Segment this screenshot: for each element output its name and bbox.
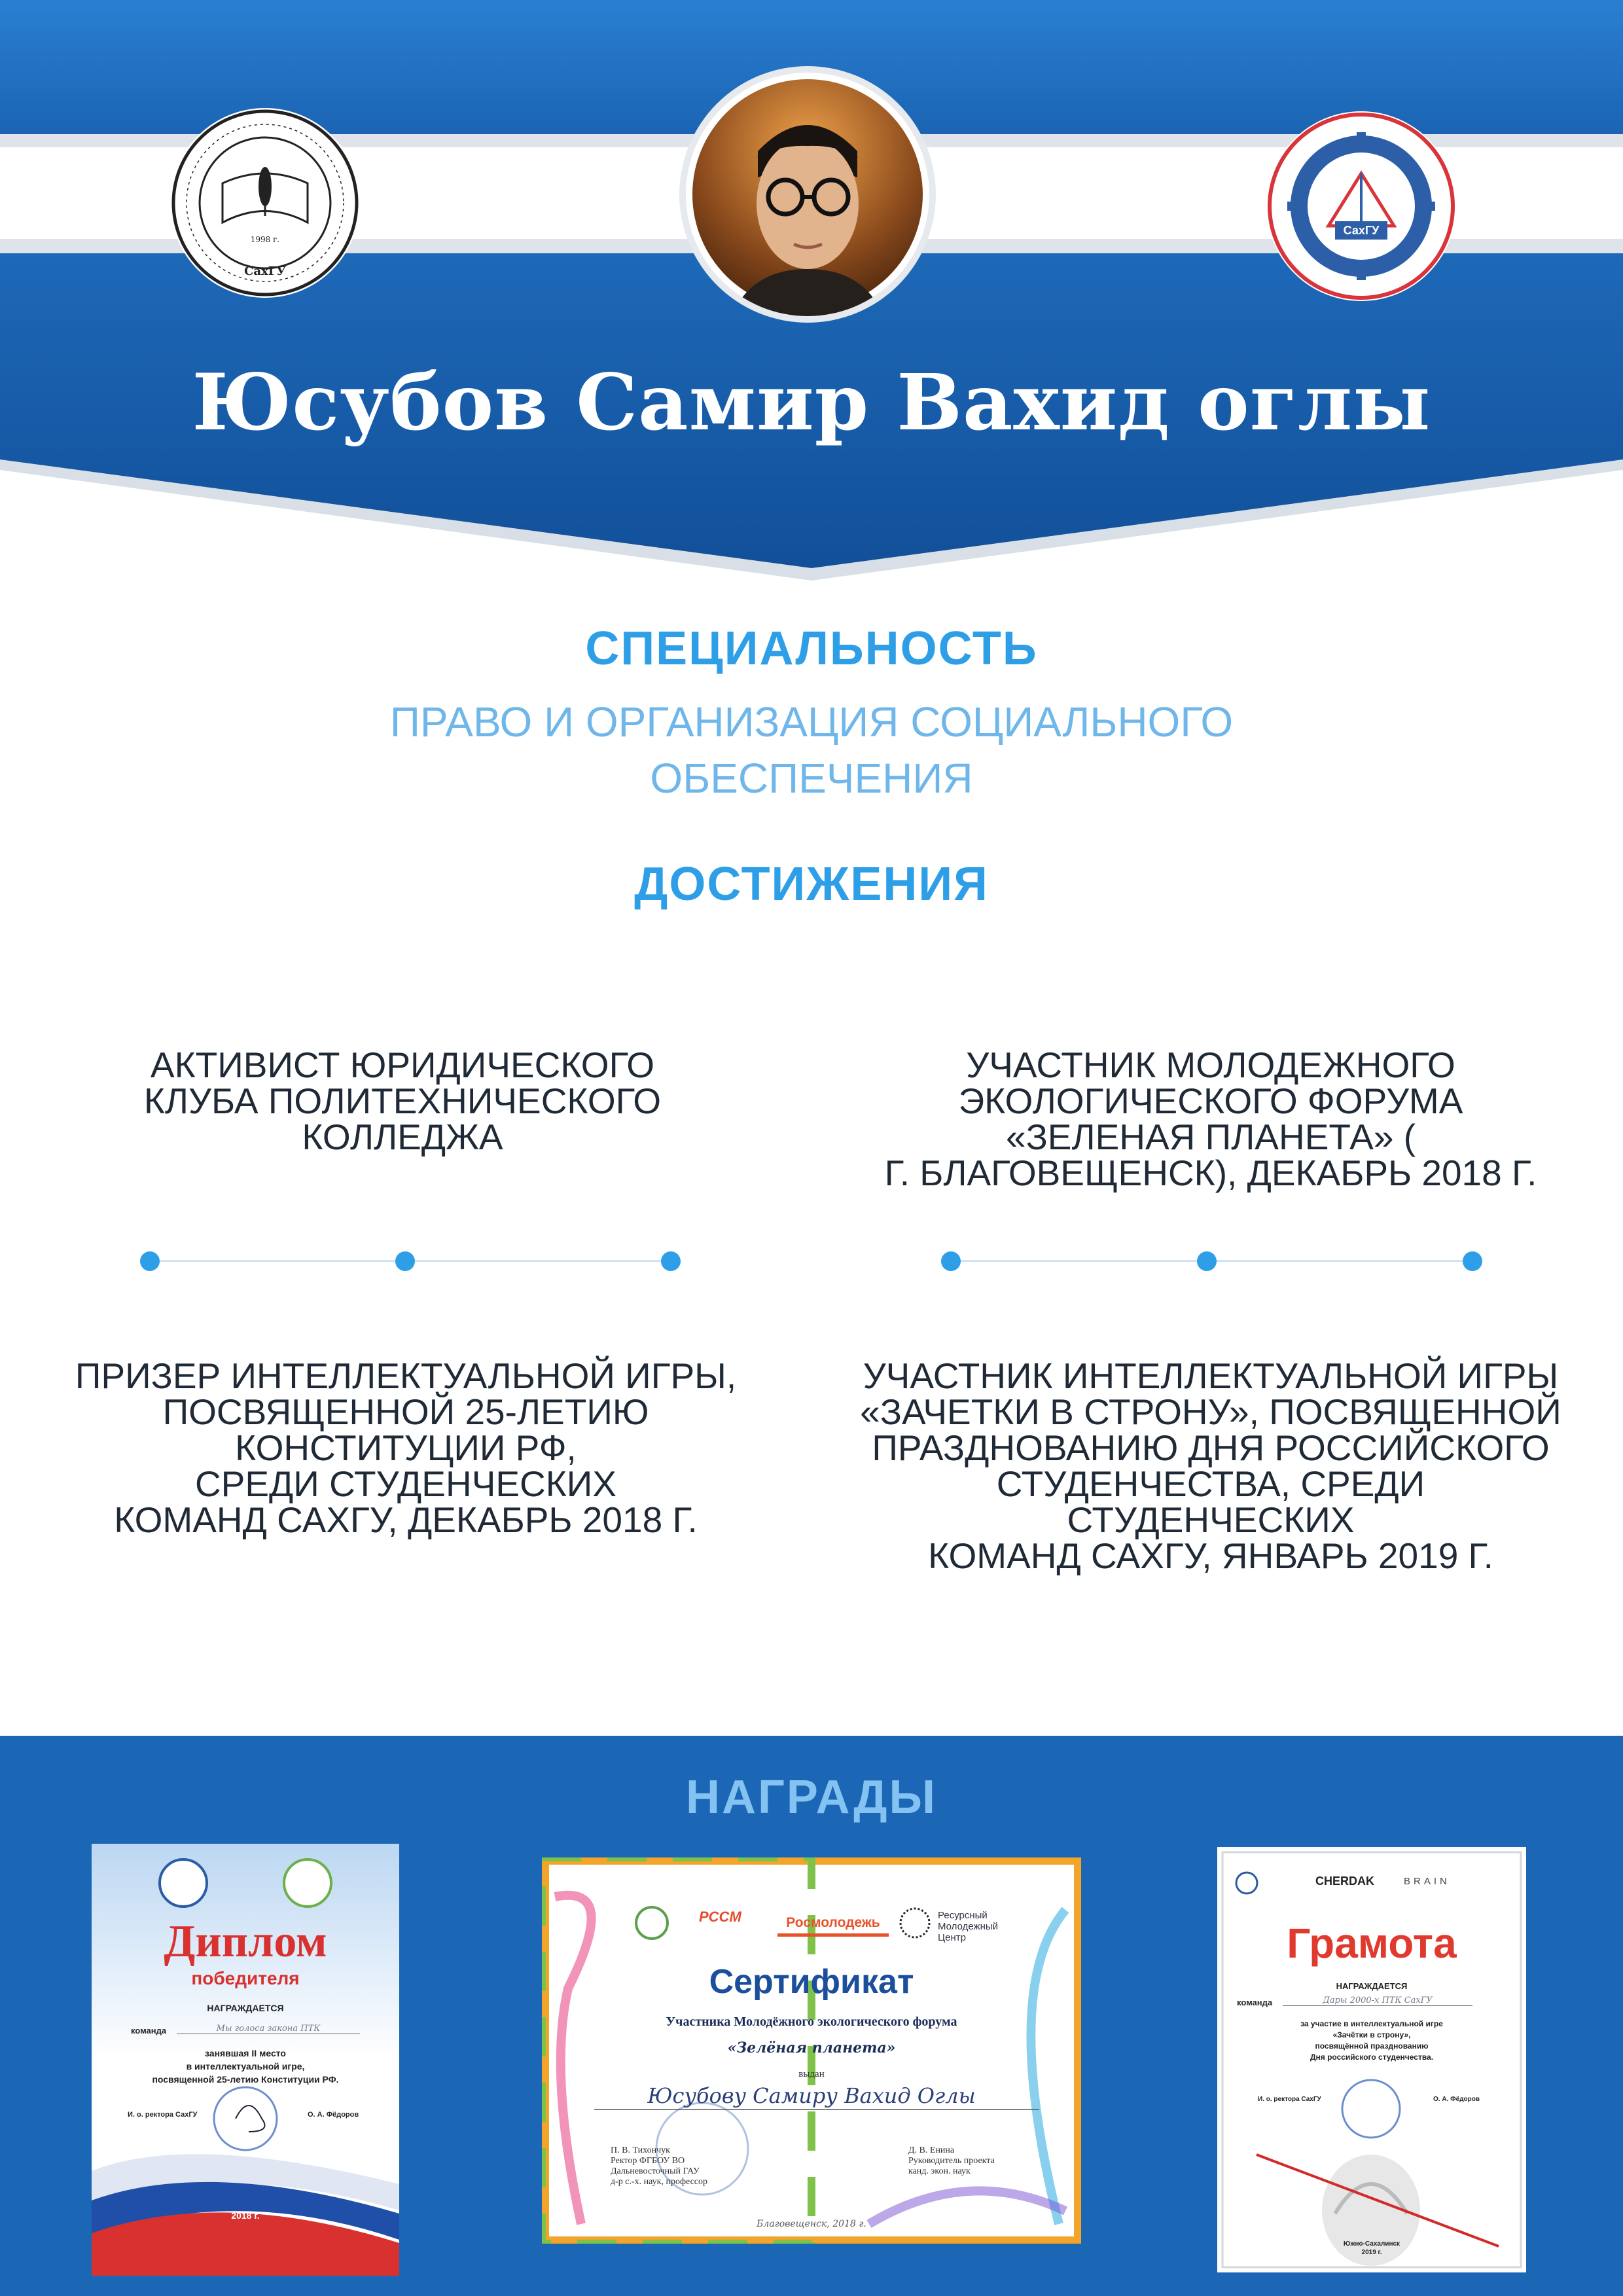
diploma-line: занявшая II место [205,2048,286,2058]
achievements-heading: ДОСТИЖЕНИЯ [634,858,989,910]
gramota-document [1217,1847,1526,2272]
timeline-dot [1463,1251,1482,1271]
achievement-item [883,1047,1538,1191]
certificate-line1: Участника Молодёжного экологического форума [666,2015,957,2029]
achievement-line: КОЛЛЕДЖА [302,1117,503,1157]
certificate-signer-line: д-р с.-х. наук, профессор [611,2177,708,2187]
diploma-sign-left: И. о. ректора СахГУ [128,2111,198,2119]
achievement-line: АКТИВИСТ ЮРИДИЧЕСКОГО [150,1045,655,1085]
certificate-logo-line: Ресурсный [938,1910,988,1921]
diploma-team-value: Мы голоса закона ПТК [177,2024,360,2034]
certificate-city: Благовещенск, 2018 г. [757,2219,866,2229]
certificate-signer-line: Ректор ФГБОУ ВО [611,2156,685,2166]
gramota-sign-left: И. о. ректора СахГУ [1258,2096,1321,2103]
diploma-team-label: команда [131,2026,167,2036]
achievement-item [92,1047,713,1155]
diploma-line: в интеллектуальной игре, [186,2061,305,2072]
certificate-signer-2 [908,2145,995,2177]
achievement-line: КОНСТИТУЦИИ РФ, [235,1427,577,1468]
achievement-line: ПРИЗЕР ИНТЕЛЛЕКТУАЛЬНОЙ ИГРЫ, [75,1355,737,1396]
diploma-sign-right: О. А. Фёдоров [308,2111,359,2119]
achievement-line: «ЗАЧЕТКИ В СТРОНУ», ПОСВЯЩЕННОЙ [860,1391,1561,1432]
achievement-line: КОМАНД САХГУ, ЯНВАРЬ 2019 Г. [928,1535,1493,1576]
achievement-line: ЭКОЛОГИЧЕСКОГО ФОРУМА [958,1081,1463,1121]
certificate-logo-line: Молодежный [938,1921,999,1932]
timeline-dot [395,1251,415,1271]
achievement-item [851,1355,1571,1576]
certificate-document [542,1857,1081,2244]
gramota-brand-cherdak: CHERDAK [1315,1874,1374,1888]
student-photo [686,73,929,316]
timeline-dot [1197,1251,1217,1271]
gramota-line: за участие в интеллектуальной игре [1300,2019,1443,2028]
achievement-line: ПОСВЯЩЕННОЙ 25-ЛЕТИЮ [162,1391,649,1432]
diploma-body [92,2047,399,2086]
certificate-line2: «Зелёная планета» [727,2039,896,2056]
achievement-line: СРЕДИ СТУДЕНЧЕСКИХ [194,1463,617,1504]
diploma-title: Диплом [164,1916,327,1967]
achievement-line: ПРАЗДНОВАНИЮ ДНЯ РОССИЙСКОГО [872,1427,1550,1468]
student-name: Юсубов Самир Вахид оглы [192,357,1431,448]
diploma-line: посвященной 25-летию Конституции РФ. [152,2074,339,2085]
svg-text:1998 г.: 1998 г. [250,235,280,244]
gramota-awarded: НАГРАЖДАЕТСЯ [1336,1981,1408,1991]
achievement-line: УЧАСТНИК ИНТЕЛЛЕКТУАЛЬНОЙ ИГРЫ [863,1355,1559,1396]
certificate-recipient: Юсубову Самиру Вахид Оглы [647,2083,976,2108]
certificate-signer-line: Д. В. Енина [908,2145,955,2155]
gramota-line: «Зачётки в строну», [1332,2030,1411,2039]
timeline-dot [140,1251,160,1271]
achievement-line: СТУДЕНЧЕСТВА, СРЕДИ СТУДЕНЧЕСКИХ [996,1463,1425,1540]
certificate-signer-line: П. В. Тихончук [611,2145,670,2155]
gramota-team-label: команда [1237,1998,1273,2007]
certificate-signer-line: канд. экон. наук [908,2166,971,2176]
university-logo [170,108,360,298]
achievement-line: УЧАСТНИК МОЛОДЕЖНОГО [966,1045,1455,1085]
certificate-issued: выдан [798,2069,825,2079]
certificate-signer-line: Дальневосточный ГАУ [611,2166,700,2176]
diploma-year: 2018 г. [231,2210,260,2221]
college-gear-icon [1266,111,1456,301]
gramota-city: Южно-Сахалинск [1343,2240,1400,2248]
gramota-line: посвящённой празднованию [1315,2041,1429,2051]
gramota-body [1217,2018,1526,2063]
certificate-logo-line: Центр [938,1932,966,1943]
achievement-item [59,1355,753,1540]
certificate-signer-1 [611,2145,707,2187]
achievement-line: Г. БЛАГОВЕЩЕНСК), ДЕКАБРЬ 2018 Г. [884,1153,1537,1193]
certificate-signer-line: Руководитель проекта [908,2156,995,2166]
certificate-logo-center [938,1910,998,1943]
certificate-logo-rssm: РССМ [699,1909,741,1925]
certificate-title: Сертификат [709,1963,914,2001]
gramota-team-value: Дары 2000-х ПТК СахГУ [1283,1996,1472,2006]
diploma-document [92,1844,399,2276]
diploma-awarded: НАГРАЖДАЕТСЯ [207,2003,284,2013]
specialty-value [288,694,1335,806]
timeline-dot [941,1251,961,1271]
gramota-brand-brain: BRAIN [1404,1876,1450,1887]
gramota-year: 2019 г. [1361,2249,1382,2256]
achievement-line: «ЗЕЛЕНАЯ ПЛАНЕТА» ( [1005,1117,1416,1157]
gramota-sign-right: О. А. Фёдоров [1433,2096,1480,2103]
specialty-value-line: ПРАВО И ОРГАНИЗАЦИЯ СОЦИАЛЬНОГО [389,698,1234,745]
certificate-logo-rosmolodezh: Росмолодежь [777,1912,889,1937]
specialty-heading: СПЕЦИАЛЬНОСТЬ [585,622,1038,675]
specialty-value-line: ОБЕСПЕЧЕНИЯ [650,755,973,802]
svg-text:СахГУ: СахГУ [244,264,286,278]
university-seal-icon [170,108,360,298]
svg-text:СахГУ: СахГУ [1343,224,1380,237]
gramota-title: Грамота [1287,1920,1457,1967]
portrait-avatar-icon [686,73,929,316]
diploma-subtitle: победителя [191,1968,300,1988]
awards-heading: НАГРАДЫ [686,1771,937,1823]
college-logo [1266,111,1456,301]
gramota-line: Дня российского студенчества. [1310,2053,1434,2062]
timeline-dot [661,1251,681,1271]
gramota-footer [1217,2240,1526,2257]
achievement-line: КОМАНД САХГУ, ДЕКАБРЬ 2018 Г. [114,1499,698,1540]
achievement-line: КЛУБА ПОЛИТЕХНИЧЕСКОГО [143,1081,662,1121]
